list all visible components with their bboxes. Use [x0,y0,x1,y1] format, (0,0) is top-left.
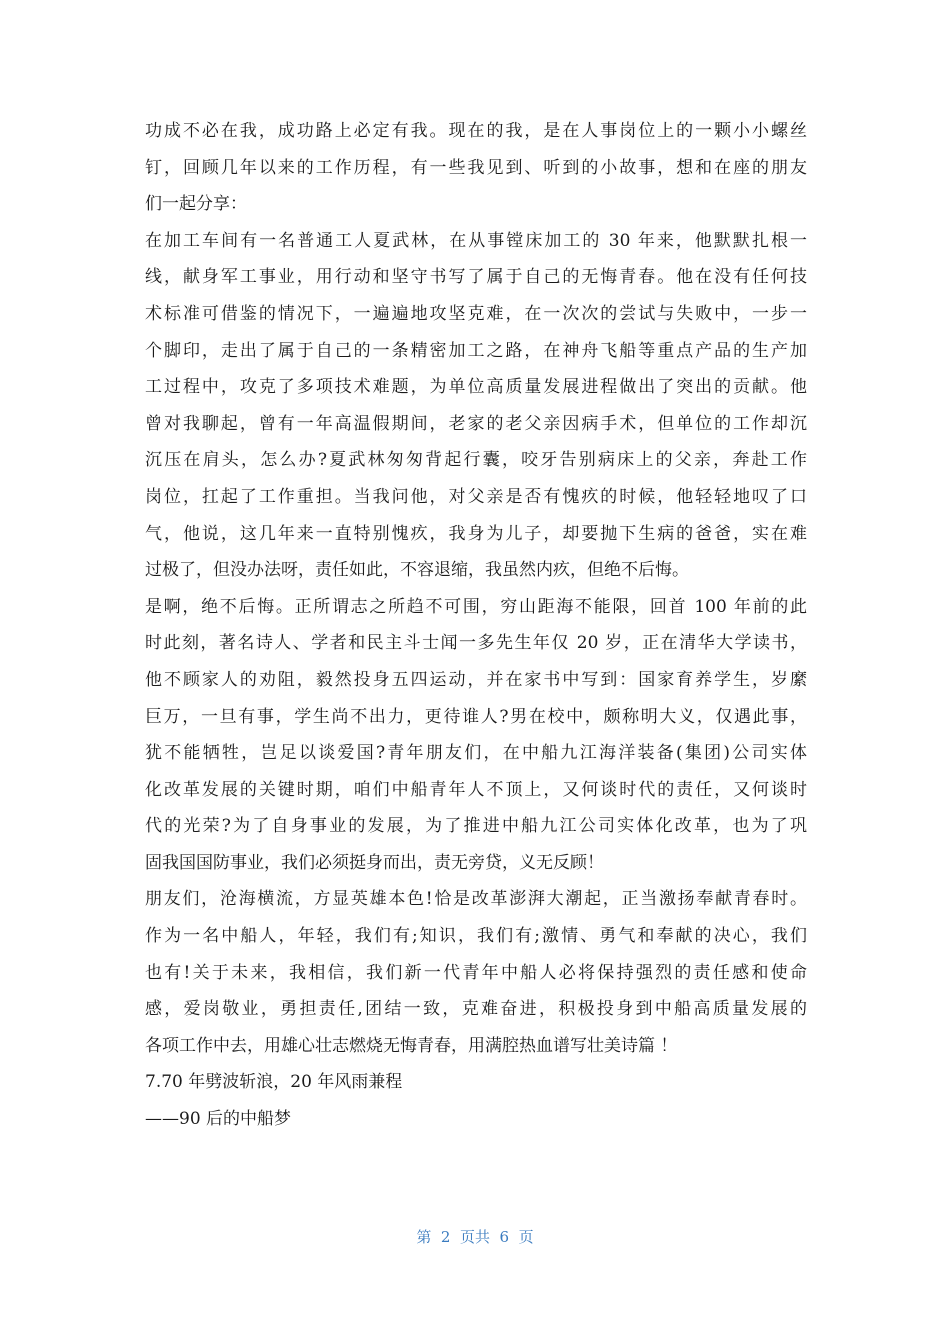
text-line: 作为一名中船人，年轻，我们有;知识，我们有;激情、勇气和奉献的决心，我们 [145,926,807,947]
text-line: 各项工作中去，用雄心壮志燃烧无悔青春，用满腔热血谱写壮美诗篇 ！ [145,1035,678,1056]
text-line: 是啊，绝不后悔。正所谓志之所趋不可围，穷山距海不能限，回首 100 年前的此 [145,596,807,617]
text-line: 气，他说，这几年来一直特别愧疚，我身为儿子，却要抛下生病的爸爸，实在难 [145,523,807,544]
text-line: 沉压在肩头，怎么办?夏武林匆匆背起行囊，咬牙告别病床上的父亲，奔赴工作 [145,450,807,471]
text-line: 朋友们，沧海横流，方显英雄本色!恰是改革澎湃大潮起，正当激扬奉献青春时。 [145,889,807,910]
page-number: 第 2 页共 6 页 [416,1228,534,1246]
text-line: 术标准可借鉴的情况下，一遍遍地攻坚克难，在一次次的尝试与失败中，一步一 [145,303,807,324]
text-line: 们一起分享： [145,194,247,215]
text-line: 线，献身军工事业，用行动和坚守书写了属于自己的无悔青春。他在没有任何技 [145,267,807,288]
text-line: 个脚印，走出了属于自己的一条精密加工之路，在神舟飞船等重点产品的生产加 [145,340,807,361]
text-line: 工过程中，攻克了多项技术难题，为单位高质量发展进程做出了突出的贡献。他 [145,377,807,398]
text-line: 固我国国防事业，我们必须挺身而出，责无旁贷，义无反顾！ [145,852,604,873]
text-line: 他不顾家人的劝阻，毅然投身五四运动，并在家书中写到：国家育养学生，岁縻 [145,669,807,690]
document-body [145,113,807,1138]
text-line: 代的光荣?为了自身事业的发展，为了推进中船九江公司实体化改革，也为了巩 [145,816,807,837]
text-line: 曾对我聊起，曾有一年高温假期间，老家的老父亲因病手术，但单位的工作却沉 [145,413,807,434]
text-line: 7.70 年劈波斩浪，20 年风雨兼程 [145,1072,403,1093]
text-line: 岗位，扛起了工作重担。当我问他，对父亲是否有愧疚的时候，他轻轻地叹了口 [145,486,807,507]
text-line: 功成不必在我，成功路上必定有我。现在的我，是在人事岗位上的一颗小小螺丝 [145,121,807,141]
text-line: 钉，回顾几年以来的工作历程，有一些我见到、听到的小故事，想和在座的朋友 [145,157,807,178]
text-line: 在加工车间有一名普通工人夏武林，在从事镗床加工的 30 年来，他默默扎根一 [145,230,807,251]
text-line: 过极了，但没办法呀，责任如此，不容退缩，我虽然内疚，但绝不后悔。 [145,560,689,581]
text-line: 感，爱岗敬业，勇担责任,团结一致，克难奋进，积极投身到中船高质量发展的 [145,999,807,1020]
text-line: 也有!关于未来，我相信，我们新一代青年中船人必将保持强烈的责任感和使命 [145,962,807,983]
text-line: 巨万，一旦有事，学生尚不出力，更待谁人?男在校中，颇称明大义，仅遇此事， [145,706,807,727]
text-line: 化改革发展的关键时期，咱们中船青年人不顶上，又何谈时代的责任，又何谈时 [145,779,807,800]
text-line: 犹不能牺牲，岂足以谈爱国?青年朋友们，在中船九江海洋装备(集团)公司实体 [145,743,807,764]
text-line: 时此刻，著名诗人、学者和民主斗士闻一多先生年仅 20 岁，正在清华大学读书， [145,633,807,654]
text-line: ——90 后的中船梦 [145,1109,292,1130]
